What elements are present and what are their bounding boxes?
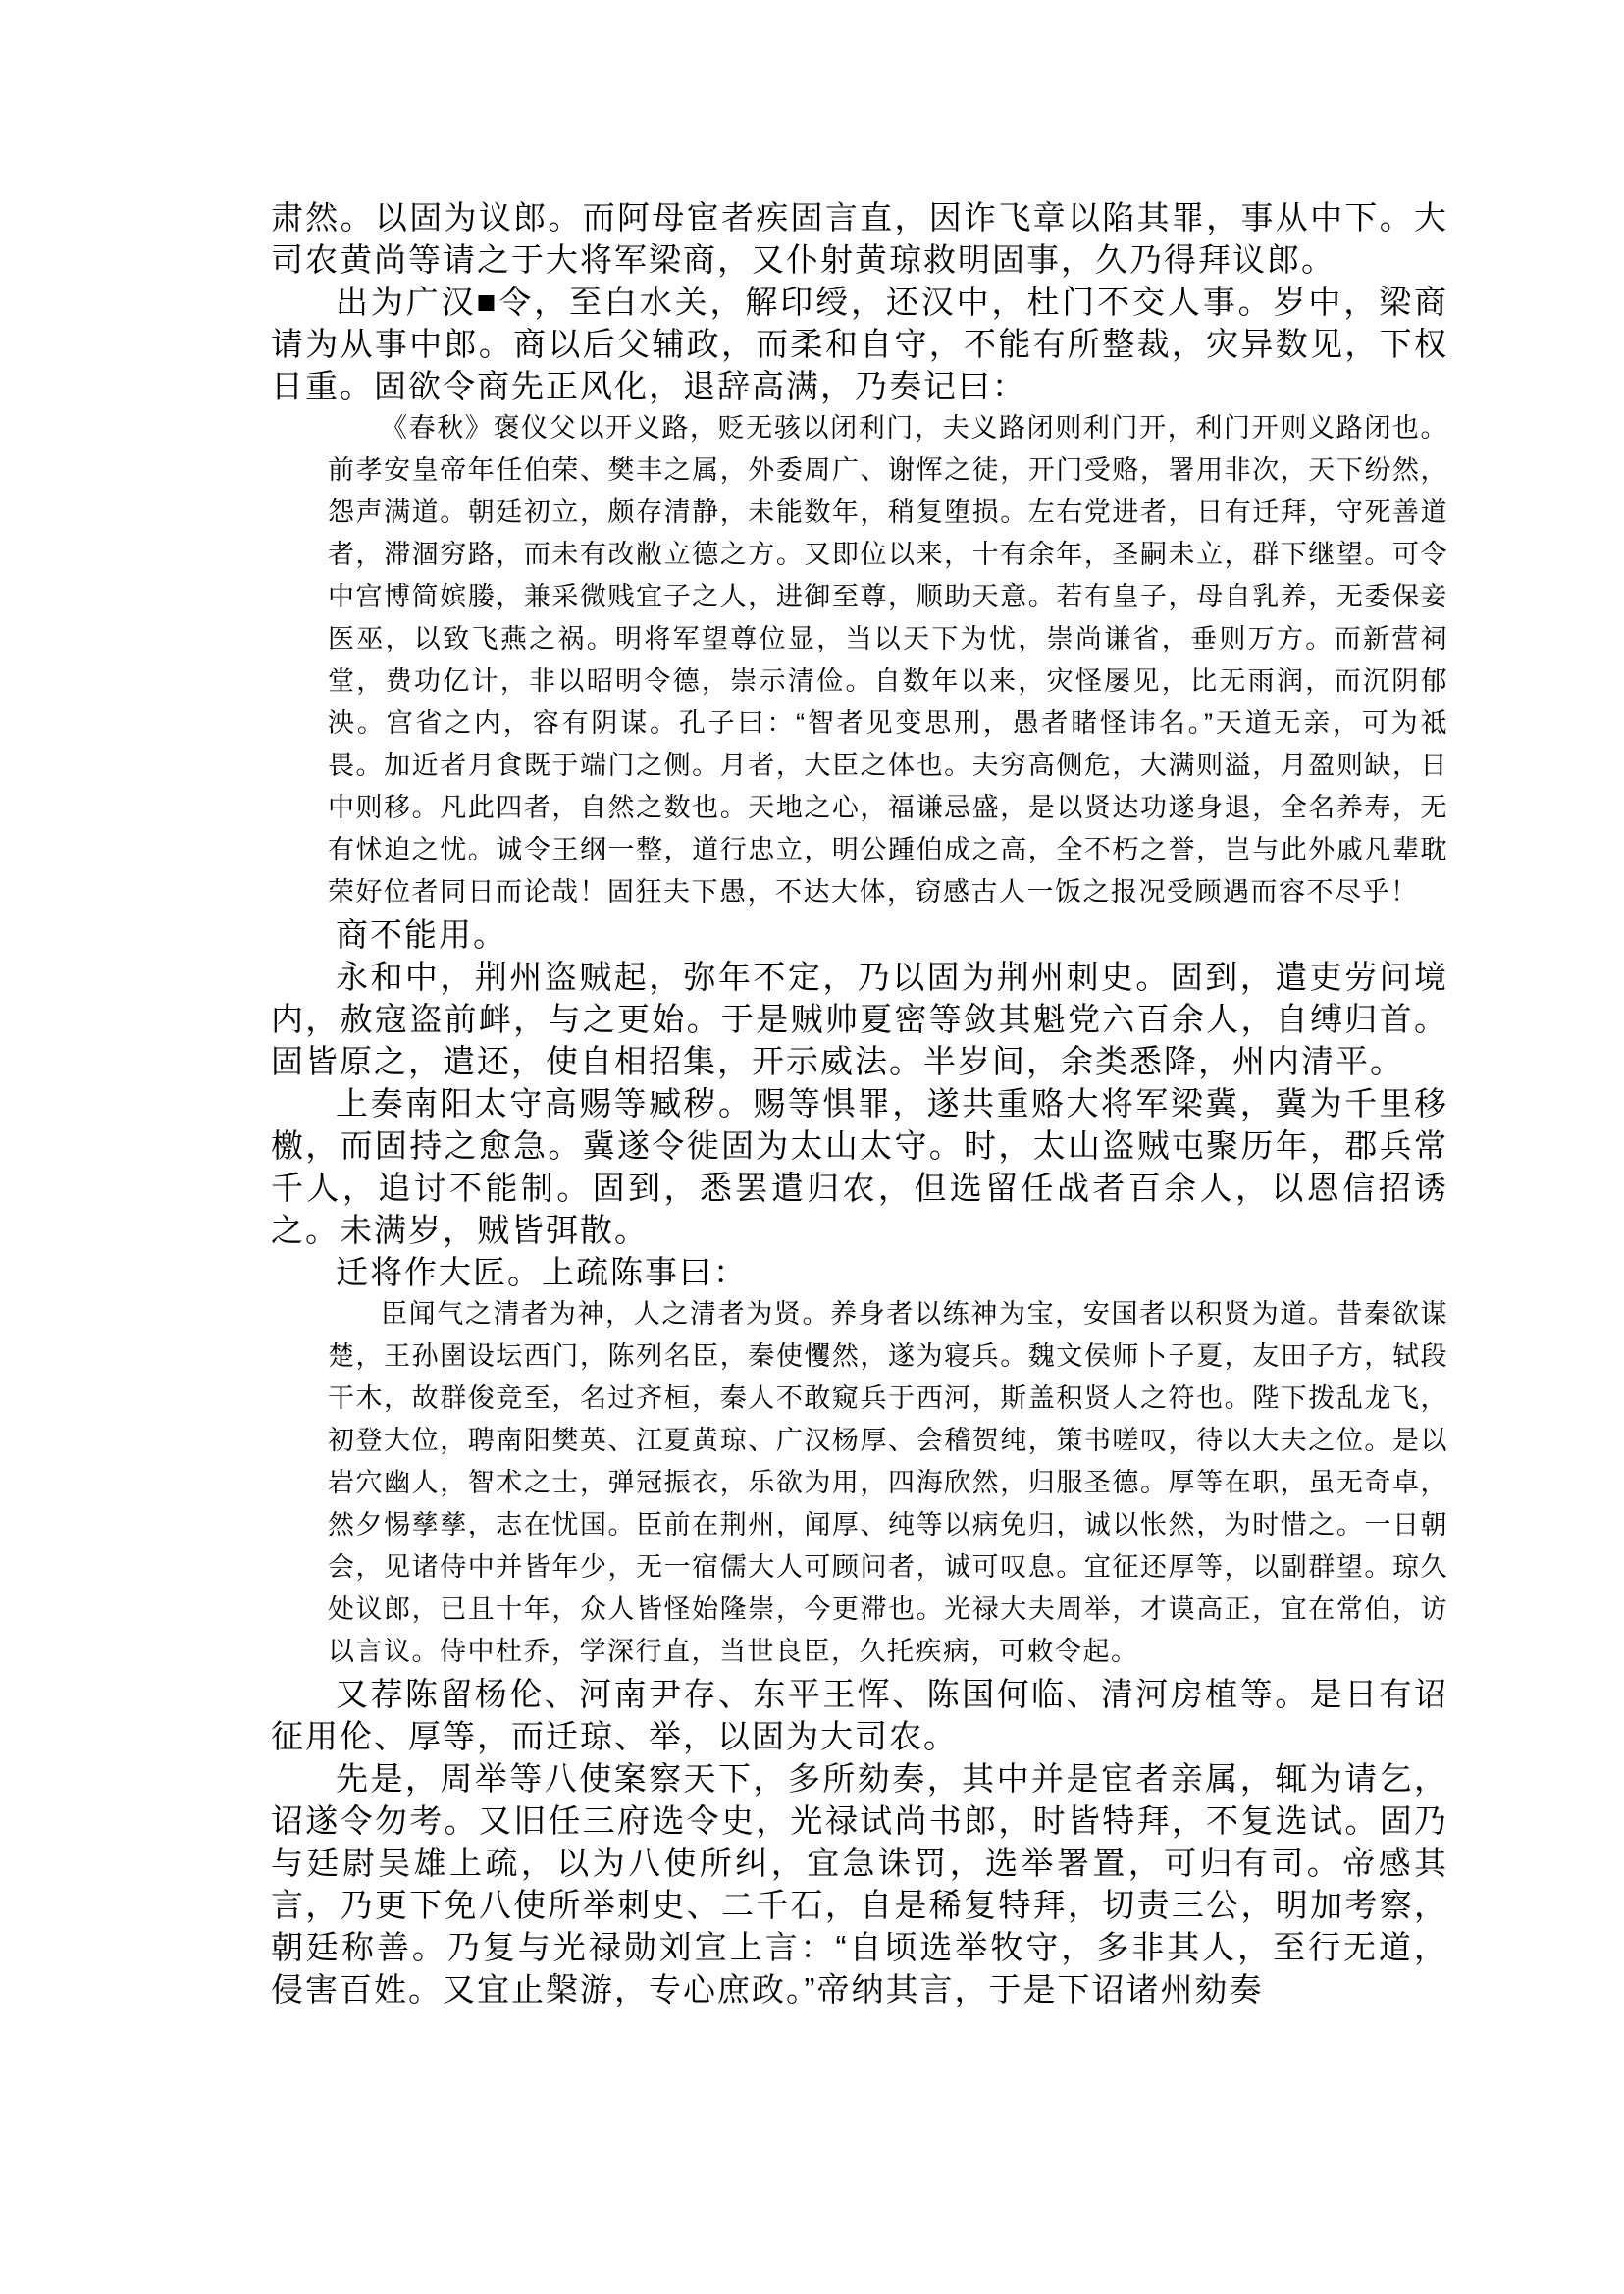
blockquote-memorial: 《春秋》褒仪父以开义路，贬无骇以闭利门，夫义路闭则利门开，利门开则义路闭也。前孝安皇帝年任伯荣、樊丰之属，外委周广、谢恽之徒，开门受赂，署用非次，天下纷然，怨声满道。朝廷初立，颇存清静，未能数年，稍复堕损。左右党进者，日有迁拜，守死善道者，滞涸穷路，而未有改敝立德之方。又即位以来，十有余年，圣嗣未立，群下继望。可令中宫博简嫔媵，兼采微贱宜子之人，进御至尊，顺助天意。若有皇子，母自乳养，无委保妾医巫，以致飞燕之祸。明将军望尊位显，当以天下为忧，崇尚谦省，垂则万方。而新营祠堂，费功亿计，非以昭明令德，崇示清俭。自数年以来，灾怪屡见，比无雨润，而沉阴郁泱。宫省之内，容有阴谋。孔子曰：“智者见变思刑，愚者睹怪讳名。”天道无亲，可为祗畏。加近者月食既于端门之侧。月者，大臣之体也。夫穷高侧危，大满则溢，月盈则缺，日中则移。凡此四者，自然之数也。天地之心，福谦忌盛，是以贤达功遂身退，全名养寿，无有怵迫之忧。诚令王纲一整，道行忠立，明公踵伯成之高，全不朽之誉，岂与此外戚凡辈耽荣好位者同日而论哉！固狂夫下愚，不达大体，窃感古人一饭之报况受顾遇而容不尽乎！ — [328, 413, 1448, 907]
document-text-block — [271, 196, 1448, 2010]
paragraph: 迁将作大匠。上疏陈事曰： — [336, 1254, 748, 1290]
paragraph: 商不能用。 — [336, 916, 507, 953]
paragraph: 上奏南阳太守高赐等臧秽。赐等惧罪，遂共重赂大将军梁冀，冀为千里移檄，而固持之愈急。冀遂令徙固为太山太守。时，太山盗贼屯聚历年，郡兵常千人，追讨不能制。固到，悉罢遣归农，但选留任战者百余人，以恩信招诱之。未满岁，贼皆弭散。 — [271, 1085, 1448, 1248]
paragraph: 永和中，荆州盗贼起，弥年不定，乃以固为荆州刺史。固到，遣吏劳问境内，赦寇盗前衅，与之更始。于是贼帅夏密等敛其魁党六百余人，自缚归首。固皆原之，遣还，使自相招集，开示威法。半岁间，余类悉降，州内清平。 — [271, 959, 1448, 1079]
paragraph: 先是，周举等八使案察天下，多所劾奏，其中并是宦者亲属，辄为请乞，诏遂令勿考。又旧任三府选令史，光禄试尚书郎，时皆特拜，不复选试。固乃与廷尉吴雄上疏，以为八使所纠，宜急诛罚，选举署置，可归有司。帝感其言，乃更下免八使所举刺史、二千石，自是稀复特拜，切责三公，明加考察，朝廷称善。乃复与光禄勋刘宣上言：“自顷选举牧守，多非其人，至行无道，侵害百姓。又宜止槃游，专心庶政。”帝纳其言，于是下诏诸州劾奏 — [271, 1760, 1448, 2007]
paragraph: 出为广汉■令，至白水关，解印绶，还汉中，杜门不交人事。岁中，梁商请为从事中郎。商以后父辅政，而柔和自守，不能有所整裁，灾异数见，下权日重。固欲令商先正风化，退辞高满，乃奏记曰： — [271, 284, 1448, 404]
blockquote-memorial: 臣闻气之清者为神，人之清者为贤。养身者以练神为宝，安国者以积贤为道。昔秦欲谋楚，王孙圉设坛西门，陈列名臣，秦使戄然，遂为寝兵。魏文侯师卜子夏，友田子方，轼段干木，故群俊竞至，名过齐桓，秦人不敢窥兵于西河，斯盖积贤人之符也。陛下拨乱龙飞，初登大位，聘南阳樊英、江夏黄琼、广汉杨厚、会稽贺纯，策书嗟叹，待以大夫之位。是以岩穴幽人，智术之士，弹冠振衣，乐欲为用，四海欣然，归服圣德。厚等在职，虽无奇卓，然夕惕孳孳，志在忧国。臣前在荆州，闻厚、纯等以病免归，诚以怅然，为时惜之。一日朝会，见诸侍中并皆年少，无一宿儒大人可顾问者，诚可叹息。宜征还厚等，以副群望。琼久处议郎，已且十年，众人皆怪始隆崇，今更滞也。光禄大夫周举，才谟高正，宜在常伯，访以言议。侍中杜乔，学深行直，当世良臣，久托疾病，可敕令起。 — [328, 1299, 1448, 1666]
paragraph-continuation: 肃然。以固为议郎。而阿母宦者疾固言直，因诈飞章以陷其罪，事从中下。大司农黄尚等请之于大将军梁商，又仆射黄琼救明固事，久乃得拜议郎。 — [271, 199, 1448, 278]
paragraph: 又荐陈留杨伦、河南尹存、东平王恽、陈国何临、清河房植等。是日有诏征用伦、厚等，而迁琼、举，以固为大司农。 — [271, 1676, 1448, 1754]
